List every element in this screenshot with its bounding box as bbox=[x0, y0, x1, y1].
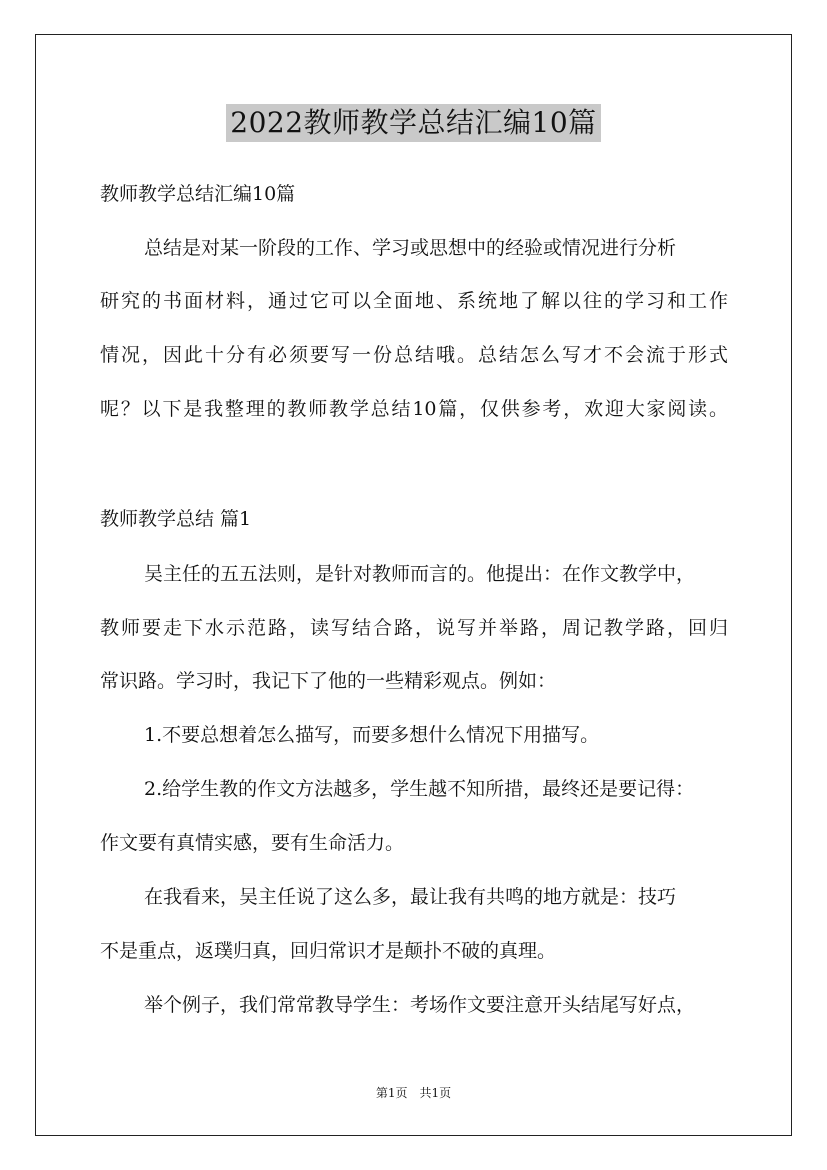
body-line-9: 举个例子，我们常常教导学生：考场作文要注意开头结尾写好点， bbox=[144, 994, 696, 1016]
intro-line-3: 情况，因此十分有必须要写一份总结哦。总结怎么写才不会流于形式 bbox=[100, 344, 728, 366]
section-heading: 教师教学总结 篇1 bbox=[100, 508, 252, 530]
intro-line-1: 总结是对某一阶段的工作、学习或思想中的经验或情况进行分析 bbox=[144, 237, 677, 259]
body-line-8: 不是重点，返璞归真，回归常识才是颠扑不破的真理。 bbox=[100, 940, 557, 962]
body-line-7: 在我看来，吴主任说了这么多，最让我有共鸣的地方就是：技巧 bbox=[144, 886, 677, 908]
body-line-3: 常识路。学习时，我记下了他的一些精彩观点。例如： bbox=[100, 670, 557, 692]
body-line-2: 教师要走下水示范路，读写结合路，说写并举路，周记教学路，回归 bbox=[100, 617, 728, 639]
document-title: 2022教师教学总结汇编10篇 bbox=[226, 104, 600, 142]
title-container bbox=[0, 104, 827, 142]
body-line-6: 作文要有真情实感，要有生命活力。 bbox=[100, 832, 405, 854]
body-line-1: 吴主任的五五法则，是针对教师而言的。他提出：在作文教学中， bbox=[144, 563, 696, 585]
intro-line-2: 研究的书面材料，通过它可以全面地、系统地了解以往的学习和工作 bbox=[100, 290, 728, 312]
document-subtitle: 教师教学总结汇编10篇 bbox=[100, 183, 296, 205]
intro-line-4: 呢？以下是我整理的教师教学总结10篇，仅供参考，欢迎大家阅读。 bbox=[100, 398, 728, 420]
body-line-5: 2.给学生教的作文方法越多，学生越不知所措，最终还是要记得： bbox=[144, 778, 695, 800]
body-line-4: 1.不要总想着怎么描写，而要多想什么情况下用描写。 bbox=[144, 724, 600, 746]
page-footer: 第1页 共1页 bbox=[375, 1086, 452, 1100]
